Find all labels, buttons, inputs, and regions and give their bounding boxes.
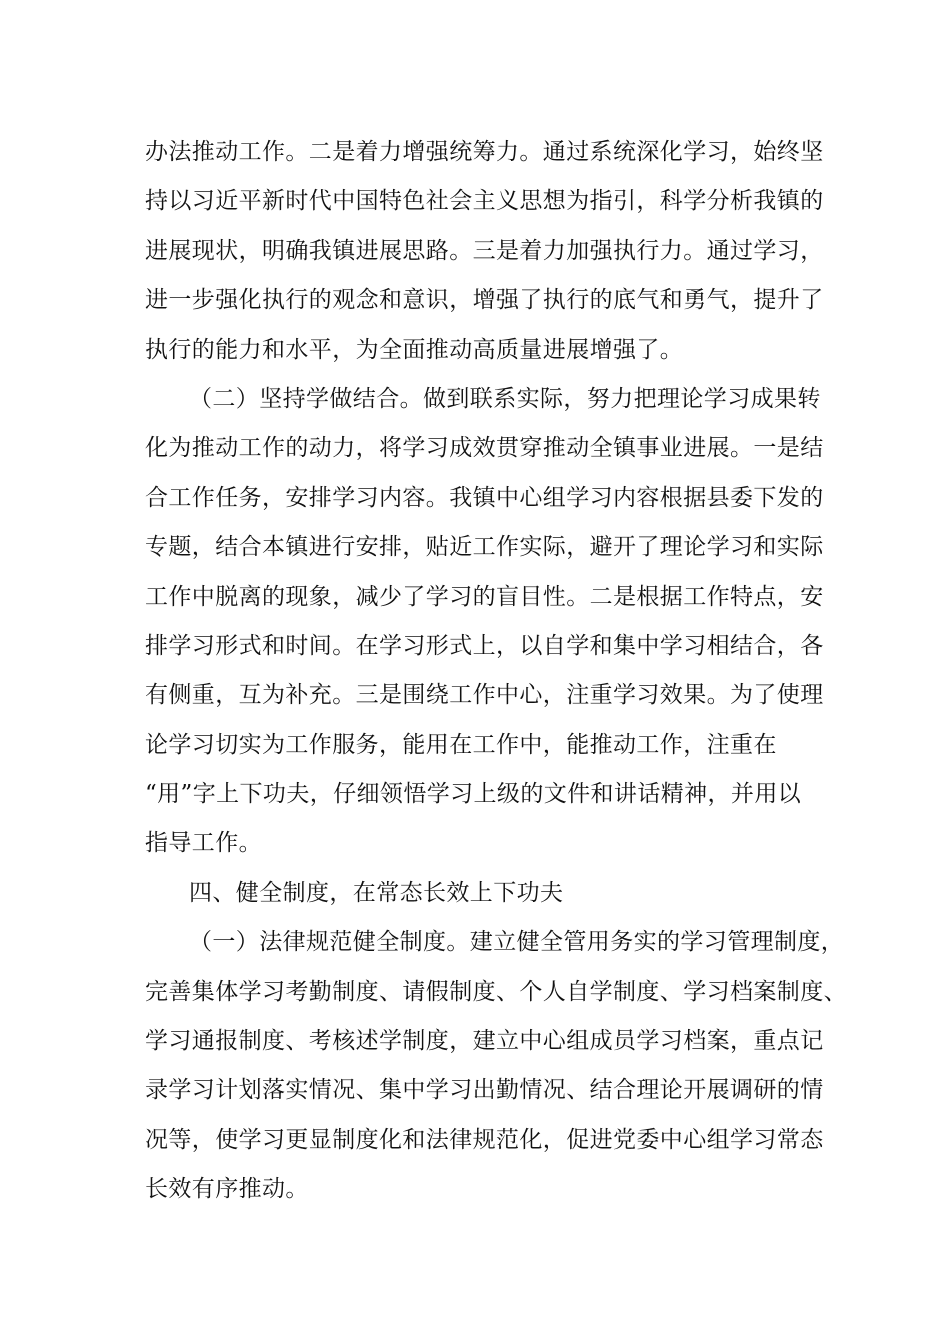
text-line: 化为推动工作的动力，将学习成效贯穿推动全镇事业进展。一是结 (145, 435, 824, 462)
text-line: 合工作任务，安排学习内容。我镇中心组学习内容根据县委下发的 (145, 484, 824, 511)
text-line: 有侧重，互为补充。三是围绕工作中心，注重学习效果。为了使理 (145, 682, 824, 709)
text-line: 况等，使学习更显制度化和法律规范化，促进党委中心组学习常态 (145, 1126, 824, 1153)
text-line: 论学习切实为工作服务，能用在工作中，能推动工作，注重在 (145, 731, 777, 758)
text-line: 指导工作。 (145, 830, 262, 857)
text-line: 完善集体学习考勤制度、请假制度、个人自学制度、学习档案制度、 (145, 978, 847, 1005)
text-line: 学习通报制度、考核述学制度，建立中心组成员学习档案，重点记 (145, 1028, 824, 1055)
text-line: 进一步强化执行的观念和意识，增强了执行的底气和勇气，提升了 (145, 287, 824, 314)
document-body (145, 128, 847, 1215)
paragraph-start-line: （二）坚持学做结合。做到联系实际，努力把理论学习成果转 (189, 385, 821, 412)
text-line: 执行的能力和水平，为全面推动高质量进展增强了。 (145, 336, 684, 363)
text-line: “用”字上下功夫，仔细领悟学习上级的文件和讲话精神，并用以 (145, 781, 802, 808)
section-heading: 四、健全制度，在常态长效上下功夫 (189, 879, 564, 906)
text-line: 录学习计划落实情况、集中学习出勤情况、结合理论开展调研的情 (145, 1077, 824, 1104)
text-line: 办法推动工作。二是着力增强统筹力。通过系统深化学习，始终坚 (145, 139, 824, 165)
paragraph-start-line: （一）法律规范健全制度。建立健全管用务实的学习管理制度， (189, 929, 845, 956)
text-line: 排学习形式和时间。在学习形式上，以自学和集中学习相结合，各 (145, 632, 824, 659)
text-line: 进展现状，明确我镇进展思路。三是着力加强执行力。通过学习， (145, 237, 824, 264)
text-line: 持以习近平新时代中国特色社会主义思想为指引，科学分析我镇的 (145, 188, 824, 215)
text-line: 工作中脱离的现象，减少了学习的盲目性。二是根据工作特点，安 (145, 583, 824, 610)
text-line: 专题，结合本镇进行安排，贴近工作实际，避开了理论学习和实际 (145, 534, 824, 561)
text-line: 长效有序推动。 (145, 1176, 309, 1203)
